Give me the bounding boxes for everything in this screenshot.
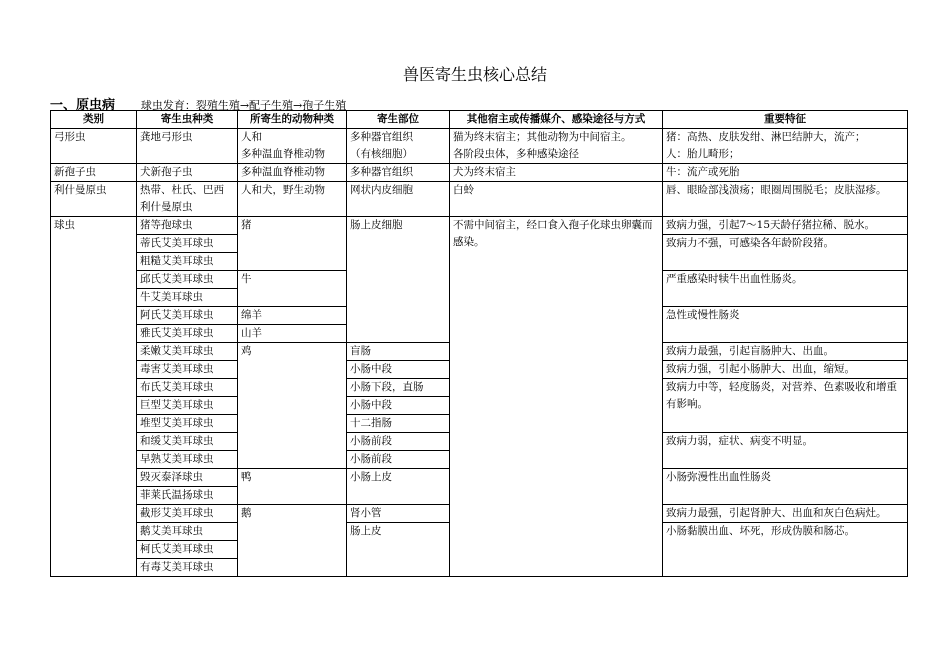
- cell-site: 十二指肠: [347, 415, 450, 433]
- cell-site: 盲肠: [347, 343, 450, 361]
- cell-category: 弓形虫: [51, 129, 137, 164]
- cell-feature: 致病力强，引起小肠肿大、出血，缩短。: [663, 361, 908, 379]
- cell-feature: 致病力弱，症状、病变不明显。: [663, 433, 908, 469]
- cell-species: 布氏艾美耳球虫: [137, 379, 238, 397]
- cell-host: [238, 129, 347, 164]
- cell-species: 犬新孢子虫: [137, 164, 238, 182]
- cell-line: 猫为终末宿主；其他动物为中间宿主。: [453, 131, 632, 143]
- cell-species: 阿氏艾美耳球虫: [137, 307, 238, 325]
- header-host: 所寄生的动物种类: [238, 111, 347, 129]
- header-feature: 重要特征: [663, 111, 908, 129]
- cell-line: 多种温血脊椎动物: [241, 148, 325, 160]
- cell-site: 小肠中段: [347, 397, 450, 415]
- cell-species: 截形艾美耳球虫: [137, 505, 238, 523]
- cell-species: 和缓艾美耳球虫: [137, 433, 238, 451]
- cell-feature: 致病力强，引起7～15天龄仔猪拉稀、脱水。: [663, 217, 908, 235]
- cell-feature: 致病力最强，引起肾肿大、出血和灰白色病灶。: [663, 505, 908, 523]
- cell-species: 有毒艾美耳球虫: [137, 559, 238, 577]
- cell-species: 鹅艾美耳球虫: [137, 523, 238, 541]
- header-species: 寄生虫种类: [137, 111, 238, 129]
- cell-feature: 致病力最强，引起盲肠肿大、出血。: [663, 343, 908, 361]
- cell-species: 柯氏艾美耳球虫: [137, 541, 238, 559]
- cell-line: 人：胎儿畸形；: [666, 148, 740, 160]
- cell-line: 人和: [241, 131, 262, 143]
- cell-host: 猪: [238, 217, 347, 271]
- header-site: 寄生部位: [347, 111, 450, 129]
- cell-feature: 小肠弥漫性出血性肠炎: [663, 469, 908, 505]
- cell-species: 蒂氏艾美耳球虫: [137, 235, 238, 253]
- cell-feature: 唇、眼睑部浅溃疡；眼圈周围脱毛；皮肤湿疹。: [663, 182, 908, 217]
- cell-species: 猪等孢球虫: [137, 217, 238, 235]
- cell-species: 毁灭泰泽球虫: [137, 469, 238, 487]
- cell-site: 小肠下段，直肠: [347, 379, 450, 397]
- cell-species: 牛艾美耳球虫: [137, 289, 238, 307]
- cell-site: 网状内皮细胞: [347, 182, 450, 217]
- cell-species: 柔嫩艾美耳球虫: [137, 343, 238, 361]
- cell-host: 人和犬，野生动物: [238, 182, 347, 217]
- cell-line: 利什曼原虫: [140, 201, 193, 213]
- table-row: [51, 129, 908, 164]
- cell-species: 堆型艾美耳球虫: [137, 415, 238, 433]
- cell-line: 热带、杜氏、巴西: [140, 184, 224, 196]
- cell-category: 球虫: [51, 217, 137, 577]
- cell-route: 犬为终末宿主: [450, 164, 663, 182]
- cell-category: 利什曼原虫: [51, 182, 137, 217]
- cell-host: 牛: [238, 271, 347, 307]
- cell-site: 肠上皮细胞: [347, 217, 450, 343]
- cell-line: （有核细胞）: [350, 148, 413, 160]
- header-category: 类别: [51, 111, 137, 129]
- cell-species: 龚地弓形虫: [137, 129, 238, 164]
- cell-species: 早熟艾美耳球虫: [137, 451, 238, 469]
- cell-site: 小肠前段: [347, 433, 450, 451]
- cell-host: 鸡: [238, 343, 347, 469]
- cell-feature: 严重感染时犊牛出血性肠炎。: [663, 271, 908, 307]
- cell-feature: 小肠黏膜出血、坏死，形成伪膜和肠芯。: [663, 523, 908, 577]
- section-heading: 一、原虫病: [50, 98, 116, 113]
- cell-feature: [663, 129, 908, 164]
- cell-species: 毒害艾美耳球虫: [137, 361, 238, 379]
- parasite-table: [50, 110, 908, 577]
- cell-route: 不需中间宿主，经口食入孢子化球虫卵囊而感染。: [450, 217, 663, 577]
- cell-species: 巨型艾美耳球虫: [137, 397, 238, 415]
- cell-site: 小肠前段: [347, 451, 450, 469]
- cell-route: 白蛉: [450, 182, 663, 217]
- cell-feature: 致病力不强，可感染各年龄阶段猪。: [663, 235, 908, 271]
- section-subtitle: 球虫发育：裂殖生殖→配子生殖→孢子生殖: [140, 99, 347, 112]
- cell-host: 绵羊: [238, 307, 347, 325]
- cell-species: 粗糙艾美耳球虫: [137, 253, 238, 271]
- cell-host: 鹅: [238, 505, 347, 577]
- cell-line: 猪：高热、皮肤发绀、淋巴结肿大，流产；: [666, 131, 866, 143]
- cell-category: 新孢子虫: [51, 164, 137, 182]
- cell-site: 多种器官组织: [347, 164, 450, 182]
- cell-site: [347, 129, 450, 164]
- cell-host: 鸭: [238, 469, 347, 505]
- table-header-row: [51, 111, 908, 129]
- cell-site: 肾小管: [347, 505, 450, 523]
- table-row: [51, 164, 908, 182]
- cell-feature: 致病力中等，轻度肠炎，对营养、色素吸收和增重有影响。: [663, 379, 908, 433]
- table-row: [51, 217, 908, 235]
- cell-host: 山羊: [238, 325, 347, 343]
- cell-species: [137, 182, 238, 217]
- cell-species: 邱氏艾美耳球虫: [137, 271, 238, 289]
- cell-species: 雅氏艾美耳球虫: [137, 325, 238, 343]
- cell-line: 多种器官组织: [350, 131, 413, 143]
- table-row: [51, 182, 908, 217]
- cell-species: 菲莱氏温扬球虫: [137, 487, 238, 505]
- cell-line: 各阶段虫体，多种感染途径: [453, 148, 579, 160]
- cell-feature: 急性或慢性肠炎: [663, 307, 908, 343]
- header-route: 其他宿主或传播媒介、感染途径与方式: [450, 111, 663, 129]
- cell-feature: 牛：流产或死胎: [663, 164, 908, 182]
- cell-site: 小肠中段: [347, 361, 450, 379]
- page-title: 兽医寄生虫核心总结: [402, 65, 547, 84]
- cell-host: 多种温血脊椎动物: [238, 164, 347, 182]
- cell-site: 肠上皮: [347, 523, 450, 577]
- cell-route: [450, 129, 663, 164]
- cell-site: 小肠上皮: [347, 469, 450, 505]
